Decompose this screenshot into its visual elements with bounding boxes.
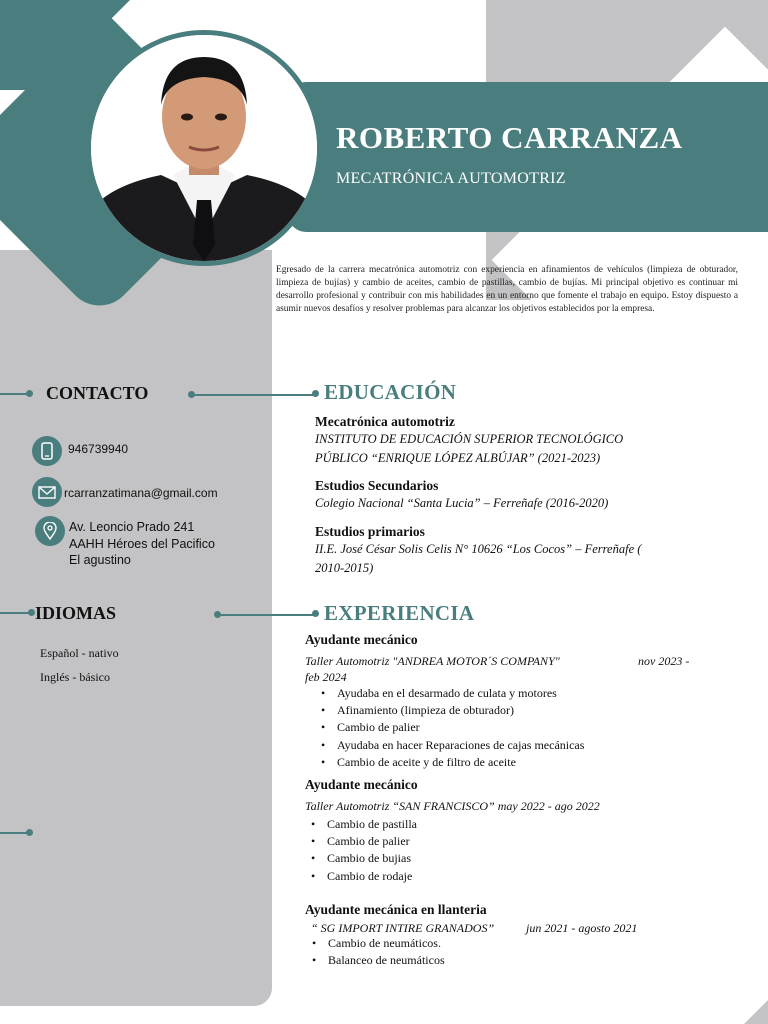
education-school: PÚBLICO “ENRIQUE LÓPEZ ALBÚJAR” (2021-2023) [315, 451, 601, 465]
contact-email: rcarranzatimana@gmail.com [64, 486, 218, 500]
job-company: Taller Automotriz "ANDREA MOTOR´S COMPANY" [305, 654, 560, 668]
address-line-2: AAHH Héroes del Pacifico [69, 536, 215, 551]
job-task: • Cambio de neumáticos. [312, 935, 445, 952]
address-line-1: Av. Leoncio Prado 241 [69, 520, 195, 534]
phone-icon [32, 436, 62, 466]
job-company: “ SG IMPORT INTIRE GRANADOS” [311, 921, 495, 935]
job-task: • Cambio de bujias [311, 850, 417, 867]
header-band [288, 82, 768, 232]
contact-line-right [192, 394, 316, 396]
contact-phone: 946739940 [68, 442, 129, 456]
education-item [315, 478, 608, 513]
sidebar-panel [0, 250, 272, 1006]
sidebar-line-bottom [0, 832, 28, 834]
location-pin-icon [35, 516, 65, 546]
languages-line-right [218, 614, 316, 616]
education-dot [312, 390, 319, 397]
job-company: Taller Automotriz “SAN FRANCISCO” may 2022 - ago 2022 [305, 799, 600, 813]
languages-dot-left [28, 609, 35, 616]
experience-title: EXPERIENCIA [324, 601, 475, 625]
job-task: • Cambio de aceite y de filtro de aceite [321, 754, 584, 771]
decor-corner-triangle [744, 1000, 768, 1024]
language-item: Español - nativo [40, 646, 119, 660]
candidate-role: MECATRÓNICA AUTOMOTRIZ [336, 170, 566, 187]
language-item: Inglés - básico [40, 670, 110, 684]
person-portrait-icon [91, 35, 317, 261]
job-task: • Cambio de palier [321, 719, 584, 736]
job-title: Ayudante mecánica en llanteria [305, 902, 487, 917]
job-dates-continued: feb 2024 [305, 670, 347, 684]
education-item [315, 414, 623, 468]
contact-address [69, 519, 215, 569]
job-task: • Afinamiento (limpieza de obturador) [321, 702, 584, 719]
education-school: INSTITUTO DE EDUCACIÓN SUPERIOR TECNOLÓGICO [315, 432, 624, 446]
job-dates: jun 2021 - agosto 2021 [526, 921, 638, 935]
education-item [315, 524, 641, 578]
profile-photo [86, 30, 322, 266]
education-school: Colegio Nacional “Santa Lucia” – Ferreñafe (2016-2020) [315, 496, 609, 510]
job-task: • Ayudaba en el desarmado de culata y motores [321, 685, 584, 702]
job-task-list [311, 816, 417, 885]
education-title: EDUCACIÓN [324, 380, 457, 404]
education-degree: Mecatrónica automotriz [315, 414, 455, 429]
experience-dot [312, 610, 319, 617]
address-line-3: El agustino [69, 553, 131, 567]
job-task: • Cambio de pastilla [311, 816, 417, 833]
education-degree: Estudios primarios [315, 524, 425, 539]
languages-title: IDIOMAS [35, 603, 117, 623]
contact-line-left [0, 393, 28, 395]
job-task: • Cambio de palier [311, 833, 417, 850]
education-school: II.E. José César Solis Celis N° 10626 “Los Cocos” – Ferreñafe ( [315, 542, 642, 556]
job-title: Ayudante mecánico [305, 777, 418, 792]
job-dates: nov 2023 - [638, 654, 690, 668]
profile-summary: Egresado de la carrera mecatrónica automotriz con experiencia en afinamientos de vehículos (limpieza de obturador, limpieza de bujías) y cambio de aceites, cambio de pastillas, cambio de bujías. Mi principal objetivo es continuar mi desarrollo profesional y contribuir con mis habilidades en un entorno que fomente el trabajo en equipo. Estoy dispuesto a asumir nuevos desafíos y resolver problemas para alcanzar los objetivos establecidos por la empresa. [276, 265, 738, 314]
mail-icon [32, 477, 62, 507]
job-task: • Balanceo de neumáticos [312, 952, 445, 969]
job-task-list [321, 685, 584, 771]
job-task: • Ayudaba en hacer Reparaciones de cajas mecánicas [321, 737, 584, 754]
contact-dot-left [26, 390, 33, 397]
sidebar-dot-bottom [26, 829, 33, 836]
languages-line-left [0, 612, 30, 614]
education-degree: Estudios Secundarios [315, 478, 439, 493]
job-task: • Cambio de rodaje [311, 868, 417, 885]
candidate-name: ROBERTO CARRANZA [336, 120, 683, 155]
job-title: Ayudante mecánico [305, 632, 418, 647]
education-school: 2010-2015) [315, 561, 374, 575]
job-task-list [312, 935, 445, 969]
contact-title: CONTACTO [46, 383, 149, 403]
